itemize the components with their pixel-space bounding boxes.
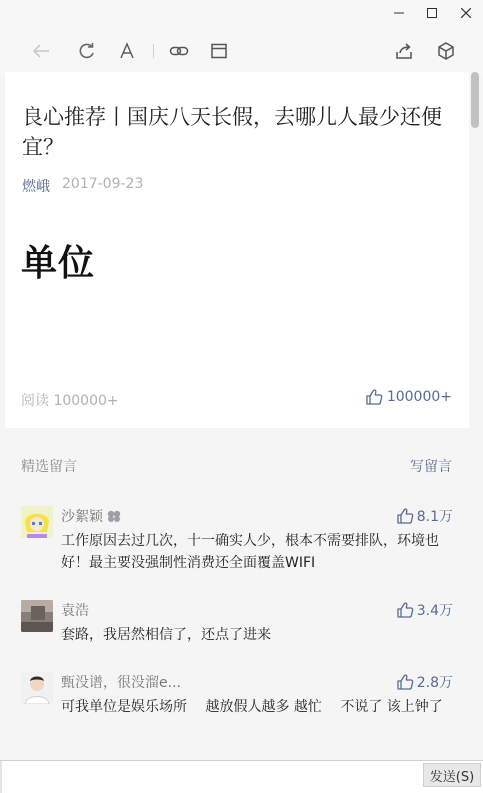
thumbs-up-icon	[365, 388, 383, 406]
comments-section-title: 精选留言	[21, 459, 77, 475]
comment-like-count: 3.4万	[416, 603, 453, 619]
minimize-icon	[394, 8, 404, 18]
comment-like-button[interactable]	[396, 600, 453, 620]
minimize-button[interactable]	[382, 0, 416, 26]
article-content	[5, 72, 469, 428]
anime-avatar-image	[21, 506, 53, 538]
refresh-button[interactable]	[76, 40, 98, 62]
toolbar-divider	[153, 44, 154, 58]
title-bar	[0, 0, 483, 26]
maximize-button[interactable]	[415, 0, 449, 26]
article-body-heading: 单位	[21, 243, 96, 284]
badge-icon	[107, 510, 121, 522]
write-comment-link[interactable]: 写留言	[410, 459, 452, 475]
link-icon	[169, 41, 189, 61]
back-button[interactable]	[30, 40, 52, 62]
more-button[interactable]	[435, 40, 457, 62]
share-icon	[394, 41, 414, 61]
refresh-icon	[77, 41, 97, 61]
window-icon	[209, 41, 229, 61]
comment-text: 可我单位是娱乐场所 越放假人越多 越忙 不说了 该上钟了	[61, 699, 443, 715]
article-like-count: 100000+	[386, 389, 452, 405]
comment-item	[21, 672, 453, 742]
comment-like-count: 8.1万	[416, 509, 453, 525]
comment-author	[61, 506, 121, 526]
article-title: 良心推荐丨国庆八天长假，去哪儿人最少还便宜？	[22, 105, 442, 159]
comment-like-button[interactable]	[396, 506, 453, 526]
comment-like-count: 2.8万	[416, 675, 453, 691]
comment-author-name: 沙絮颖	[61, 509, 103, 525]
maximize-icon	[427, 8, 437, 18]
avatar[interactable]	[21, 506, 53, 538]
thumbs-up-icon	[396, 601, 414, 619]
comment-item	[21, 600, 453, 650]
thumbs-up-icon	[396, 507, 414, 525]
open-in-browser-button[interactable]	[208, 40, 230, 62]
comment-text: 套路，我居然相信了，还点了进来	[61, 627, 271, 643]
cube-icon	[436, 41, 456, 61]
comment-author-name: 甄没谱，很没溜e...	[61, 675, 181, 691]
comment-author-name: 袁浩	[61, 603, 89, 619]
thumbs-up-icon	[396, 673, 414, 691]
avatar[interactable]	[21, 672, 53, 704]
comment-text: 工作原因去过几次，十一确实人少，根本不需要排队，环境也好！最主要没强制性消费还全面覆盖WIFI	[61, 533, 439, 571]
article-author-link[interactable]: 燃峨	[22, 179, 50, 195]
share-button[interactable]	[393, 40, 415, 62]
building-avatar-image	[21, 600, 53, 632]
scrollbar-thumb[interactable]	[471, 72, 479, 128]
copy-link-button[interactable]	[168, 40, 190, 62]
font-size-button[interactable]	[116, 40, 138, 62]
reader-toolbar	[0, 28, 483, 76]
comment-like-button[interactable]	[396, 672, 453, 692]
read-count: 阅读 100000+	[21, 393, 119, 409]
person-avatar-image	[21, 672, 53, 704]
close-icon	[461, 8, 471, 18]
avatar[interactable]	[21, 600, 53, 632]
comment-item	[21, 506, 453, 576]
article-like-button[interactable]	[365, 388, 452, 406]
article-date: 2017-09-23	[62, 176, 144, 192]
back-arrow-icon	[31, 41, 51, 61]
close-button[interactable]	[449, 0, 483, 26]
font-icon	[117, 41, 137, 61]
send-button[interactable]: 发送(S)	[423, 763, 481, 787]
